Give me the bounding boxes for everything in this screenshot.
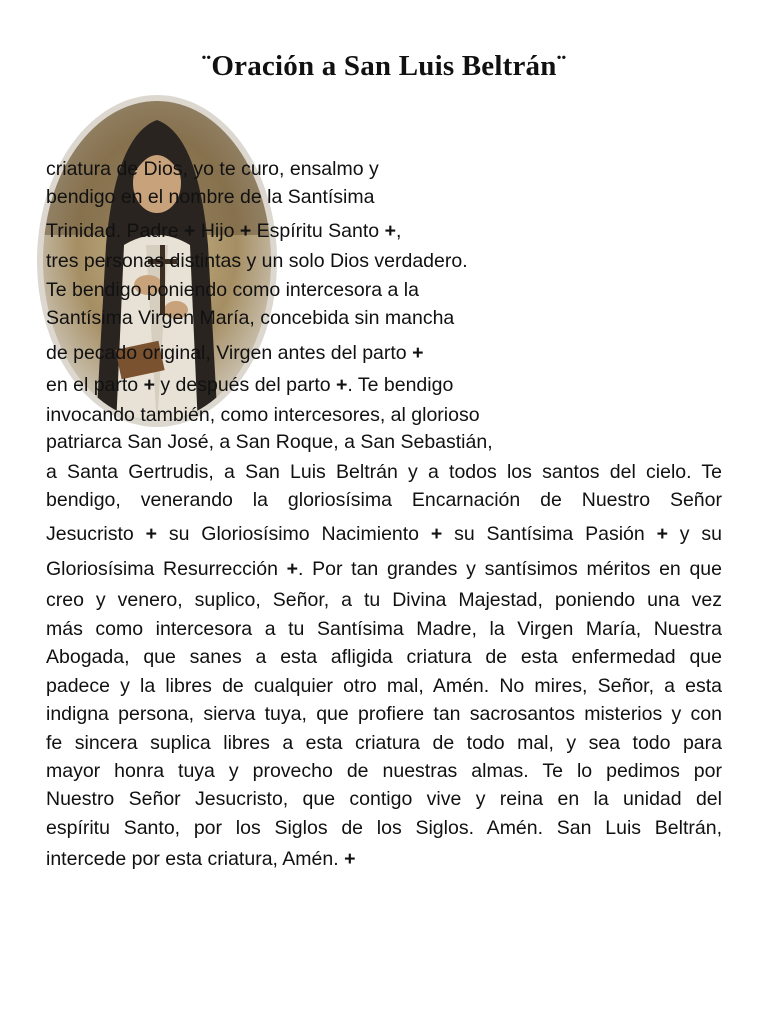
prayer-line: Nuestro Señor Jesucristo, que contigo vive y reina en la unidad del: [46, 788, 722, 810]
cross-symbol: +: [430, 523, 443, 545]
page-title: ¨Oración a San Luis Beltrán¨: [201, 50, 567, 82]
prayer-line: bendigo, venerando la gloriosísima Encarnación de Nuestro Señor: [46, 489, 722, 511]
prayer-line: más como intercesora a tu Santísima Madre, la Virgen María, Nuestra: [46, 618, 722, 640]
cross-symbol: +: [656, 523, 668, 545]
prayer-line: patriarca San José, a San Roque, a San Sebastián,: [46, 431, 493, 453]
prayer-line: invocando también, como intercesores, al glorioso: [46, 404, 480, 426]
cross-symbol: +: [184, 220, 196, 242]
prayer-line: Jesucristo + su Gloriosísimo Nacimiento + su Santísima Pasión + y su: [46, 523, 722, 545]
prayer-line: a Santa Gertrudis, a San Luis Beltrán y a todos los santos del cielo. Te: [46, 461, 722, 483]
prayer-line: en el parto + y después del parto +. Te bendigo: [46, 374, 454, 396]
prayer-line: espíritu Santo, por los Siglos de los Siglos. Amén. San Luis Beltrán,: [46, 817, 722, 839]
prayer-line: Trinidad. Padre + Hijo + Espíritu Santo +,: [46, 220, 402, 242]
cross-symbol: +: [336, 374, 348, 396]
prayer-line: tres personas distintas y un solo Dios verdadero.: [46, 250, 468, 272]
prayer-line: padece y la libres de cualquier otro mal, Amén. No mires, Señor, a esta: [46, 675, 722, 697]
prayer-line: indigna persona, sierva tuya, que profiere tan sacrosantos misterios y con: [46, 703, 722, 725]
prayer-line: Gloriosísima Resurrección +. Por tan grandes y santísimos méritos en que: [46, 558, 722, 580]
prayer-line: bendigo en el nombre de la Santísima: [46, 186, 375, 208]
prayer-line: Te bendigo poniendo como intercesora a la: [46, 279, 419, 301]
prayer-line: mayor honra tuya y provecho de nuestras almas. Te lo pedimos por: [46, 760, 722, 782]
cross-symbol: +: [239, 220, 252, 242]
cross-symbol: +: [145, 523, 158, 545]
cross-symbol: +: [412, 342, 424, 364]
cross-symbol: +: [143, 374, 155, 396]
cross-symbol: +: [286, 558, 299, 580]
prayer-line: fe sincera suplica libres a esta criatura de todo mal, y sea todo para: [46, 732, 722, 754]
prayer-line: de pecado original, Virgen antes del parto +: [46, 342, 424, 364]
prayer-line: creo y venero, suplico, Señor, a tu Divina Majestad, poniendo una vez: [46, 589, 722, 611]
prayer-line: Santísima Virgen María, concebida sin mancha: [46, 307, 455, 329]
prayer-line: Abogada, que sanes a esta afligida criatura de esta enfermedad que: [46, 646, 722, 668]
cross-symbol: +: [344, 848, 356, 870]
prayer-line: criatura de Dios, yo te curo, ensalmo y: [46, 158, 379, 180]
prayer-line: intercede por esta criatura, Amén. +: [46, 848, 356, 870]
cross-symbol: +: [384, 220, 396, 242]
